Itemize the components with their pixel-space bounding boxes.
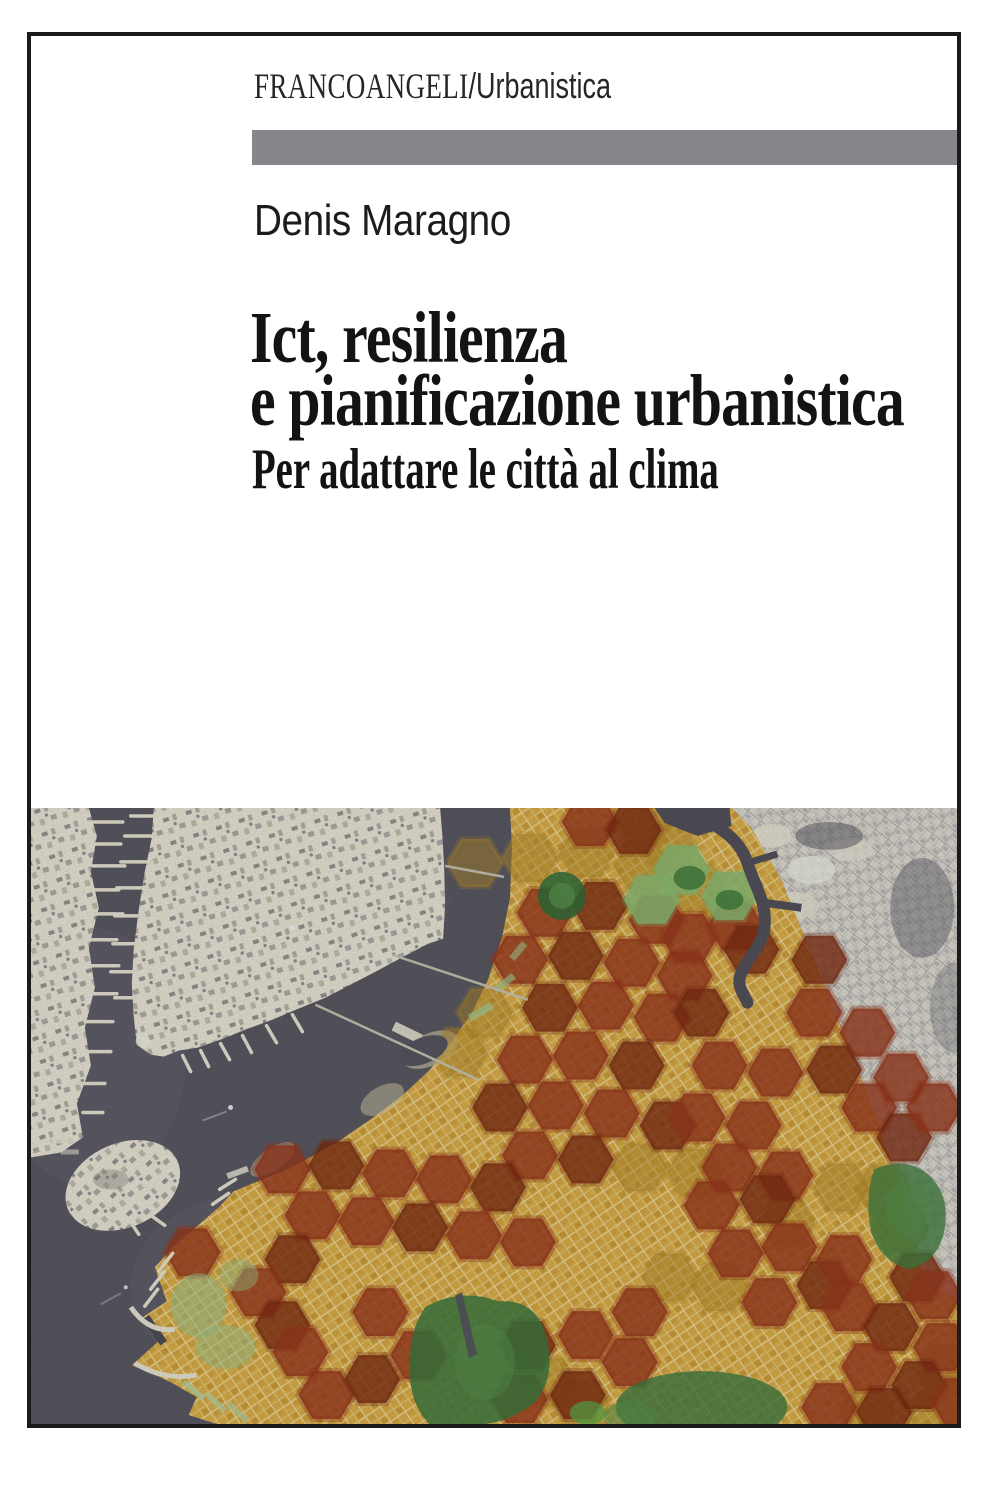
title-line-2: e pianificazione urbanistica: [250, 360, 904, 441]
cover-map-image: [31, 808, 957, 1424]
author-name: Denis Maragno: [254, 196, 511, 245]
publisher-logo: [254, 65, 611, 107]
publisher-brand: FRANCOANGELI: [254, 66, 469, 106]
title-line-1: Ict, resilienza: [250, 297, 567, 378]
series-bar: [252, 130, 957, 165]
photo-grain: [31, 808, 957, 1424]
aerial-map-graphic: [31, 808, 957, 1424]
cover-frame: [27, 32, 961, 1428]
subtitle: Per adattare le città al clima: [252, 438, 719, 501]
series-name: /Urbanistica: [468, 65, 612, 106]
